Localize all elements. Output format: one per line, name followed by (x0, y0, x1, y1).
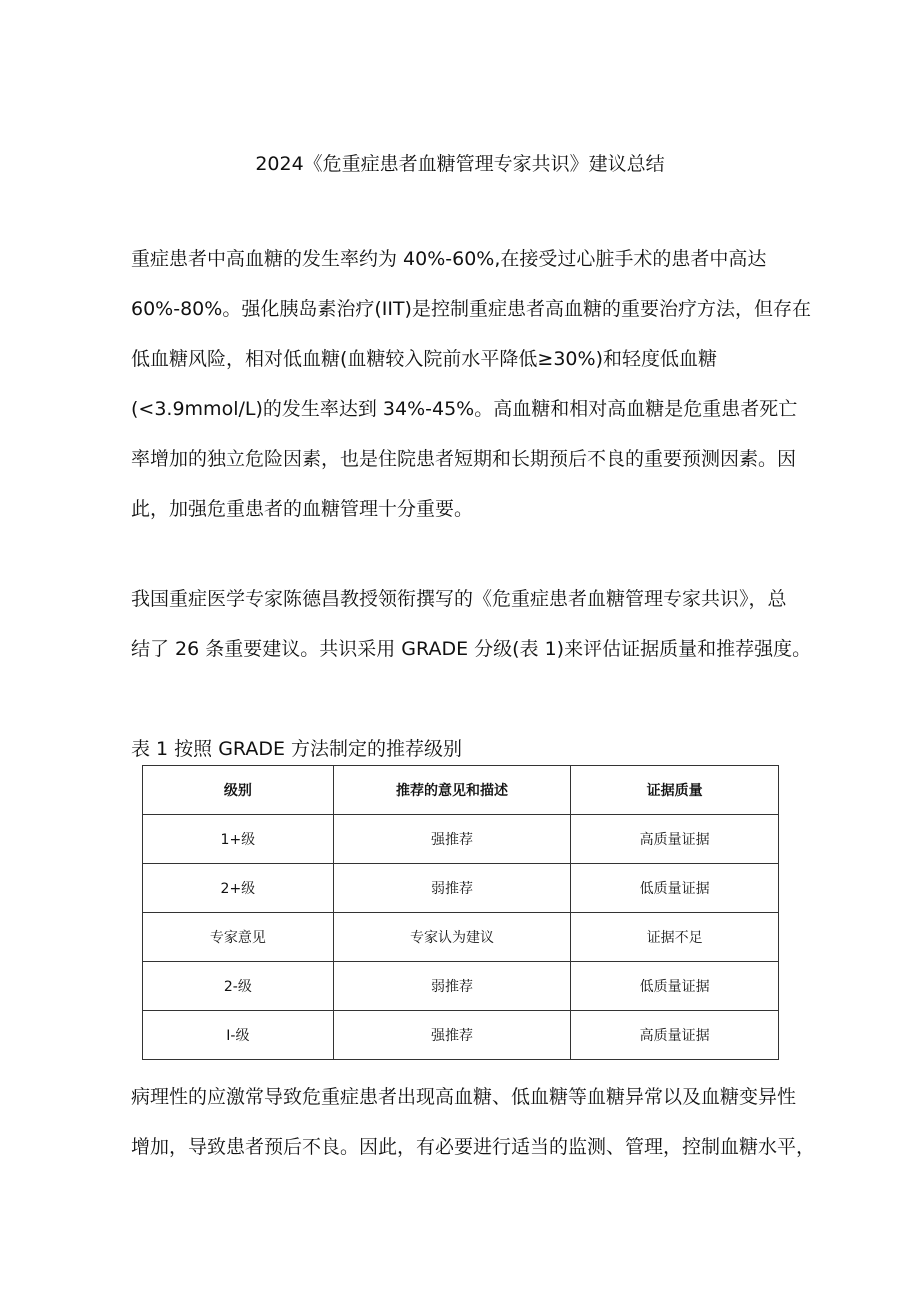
cell-recommendation: 专家认为建议 (333, 913, 571, 962)
cell-evidence: 高质量证据 (571, 1011, 779, 1060)
stress-paragraph (131, 1072, 816, 1172)
cell-evidence: 低质量证据 (571, 864, 779, 913)
paragraph-line: 率增加的独立危险因素，也是住院患者短期和长期预后不良的重要预测因素。因 (131, 448, 797, 470)
cell-recommendation: 弱推荐 (333, 864, 571, 913)
cell-evidence: 高质量证据 (571, 815, 779, 864)
table-row (143, 1011, 779, 1060)
cell-level: I-级 (143, 1011, 334, 1060)
paragraph-line: 增加，导致患者预后不良。因此，有必要进行适当的监测、管理，控制血糖水平， (131, 1136, 816, 1158)
header-evidence: 证据质量 (571, 766, 779, 815)
paragraph-line: 此，加强危重患者的血糖管理十分重要。 (131, 498, 474, 520)
cell-recommendation: 强推荐 (333, 815, 571, 864)
intro-paragraph (131, 234, 811, 534)
paragraph-line: 我国重症医学专家陈德昌教授领衔撰写的《危重症患者血糖管理专家共识》，总 (131, 588, 787, 610)
paragraph-line: 60%-80%。强化胰岛素治疗(IIT)是控制重症患者高血糖的重要治疗方法，但存在 (131, 298, 811, 320)
table-row (143, 962, 779, 1011)
cell-evidence: 证据不足 (571, 913, 779, 962)
table-row (143, 913, 779, 962)
cell-level: 专家意见 (143, 913, 334, 962)
cell-level: 2-级 (143, 962, 334, 1011)
header-recommendation: 推荐的意见和描述 (333, 766, 571, 815)
table-header-row (143, 766, 779, 815)
paragraph-line: 低血糖风险，相对低血糖(血糖较入院前水平降低≥30%)和轻度低血糖 (131, 348, 717, 370)
table-row (143, 815, 779, 864)
cell-recommendation: 弱推荐 (333, 962, 571, 1011)
paragraph-line: (<3.9mmol/L)的发生率达到 34%-45%。高血糖和相对高血糖是危重患者死亡 (131, 398, 798, 420)
cell-recommendation: 强推荐 (333, 1011, 571, 1060)
paragraph-line: 重症患者中高血糖的发生率约为 40%-60%,在接受过心脏手术的患者中高达 (131, 248, 767, 270)
table-caption: 表 1 按照 GRADE 方法制定的推荐级别 (131, 738, 463, 760)
cell-level: 2+级 (143, 864, 334, 913)
cell-evidence: 低质量证据 (571, 962, 779, 1011)
table-row (143, 864, 779, 913)
document-title: 2024《危重症患者血糖管理专家共识》建议总结 (255, 153, 665, 175)
header-level: 级别 (143, 766, 334, 815)
consensus-paragraph (131, 574, 812, 674)
cell-level: 1+级 (143, 815, 334, 864)
paragraph-line: 结了 26 条重要建议。共识采用 GRADE 分级(表 1)来评估证据质量和推荐强度。 (131, 638, 812, 660)
paragraph-line: 病理性的应激常导致危重症患者出现高血糖、低血糖等血糖异常以及血糖变异性 (131, 1086, 797, 1108)
grade-table (142, 765, 779, 1060)
